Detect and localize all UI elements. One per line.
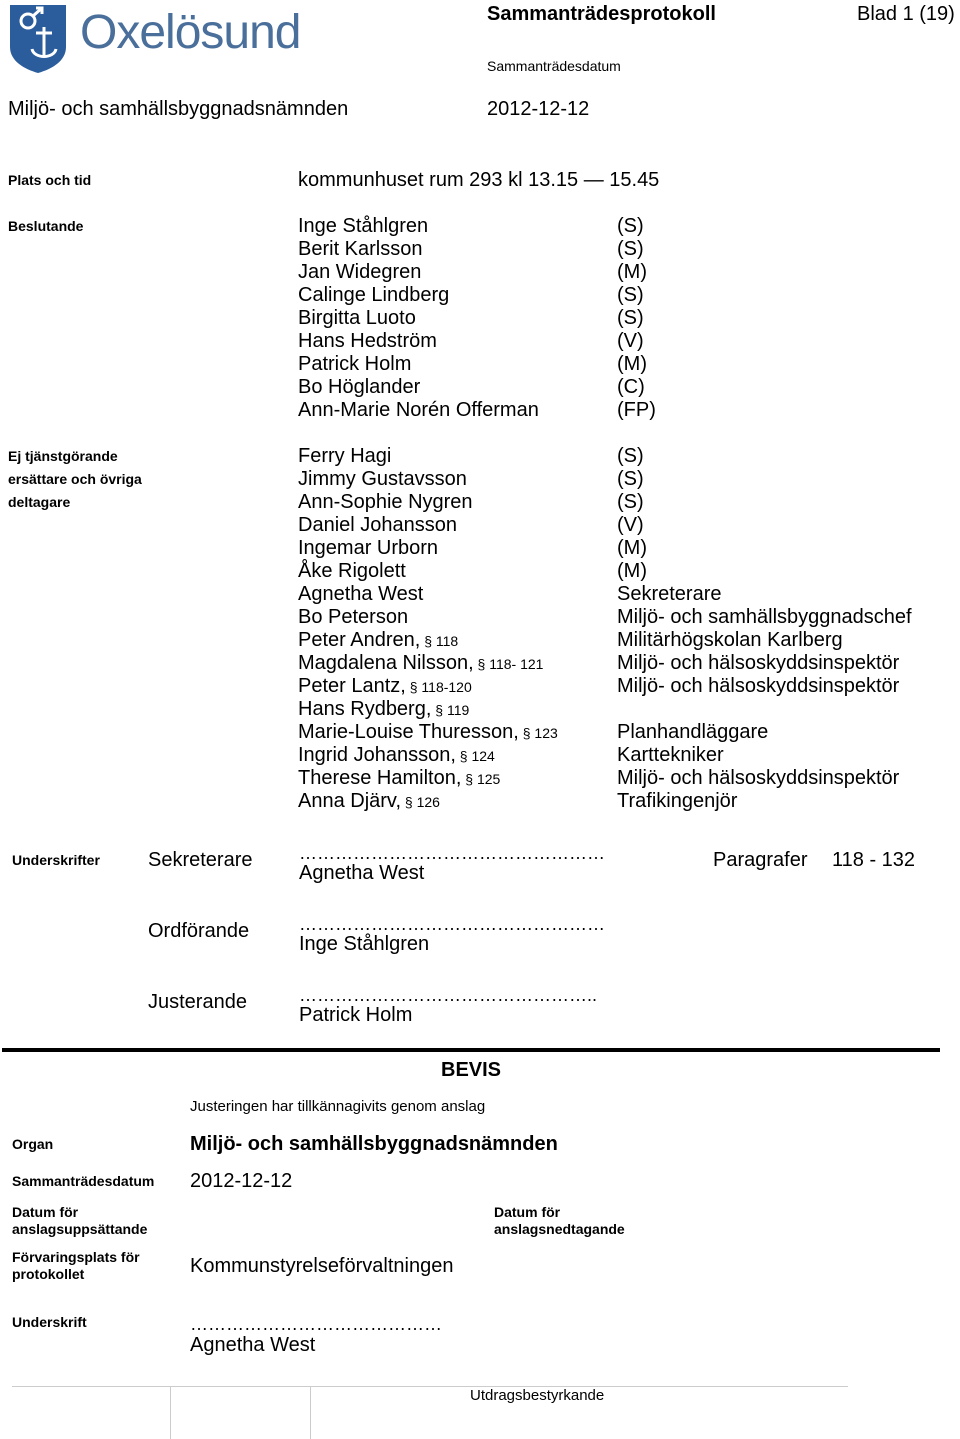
signature-label: Underskrift bbox=[12, 1314, 87, 1330]
member-party: (S) bbox=[617, 238, 644, 260]
participant-role: Planhandläggare bbox=[617, 721, 769, 743]
committee-name: Miljö- och samhällsbyggnadsnämnden bbox=[8, 98, 349, 120]
logo bbox=[8, 3, 328, 75]
adjuster-name: Patrick Holm bbox=[299, 1004, 413, 1026]
others-label-1: Ej tjänstgörande bbox=[8, 448, 118, 464]
participant-role: (M) bbox=[617, 537, 647, 559]
member-name: Inge Ståhlgren bbox=[298, 215, 429, 237]
meeting-date-label: Sammanträdesdatum bbox=[487, 58, 621, 74]
participant-name: Hans Rydberg, bbox=[298, 698, 432, 720]
participant-name: Anna Djärv, bbox=[298, 790, 402, 812]
page-indicator: Blad 1 (19) bbox=[857, 3, 955, 25]
paragraph-ref: § 119 bbox=[431, 702, 470, 718]
secretary-name: Agnetha West bbox=[299, 862, 425, 884]
posting-date-label-1: Datum för bbox=[12, 1204, 79, 1220]
chair-role: Ordförande bbox=[148, 920, 250, 942]
member-name: Jan Widegren bbox=[298, 261, 422, 283]
participant-name: Ingrid Johansson, bbox=[298, 744, 456, 766]
document-title: Sammanträdesprotokoll bbox=[487, 3, 716, 25]
member-party: (S) bbox=[617, 307, 644, 329]
signature-line: …………………………………… bbox=[190, 1314, 442, 1334]
signature-name: Agnetha West bbox=[190, 1334, 316, 1356]
participant-role: (S) bbox=[617, 491, 644, 513]
member-party: (S) bbox=[617, 215, 644, 237]
posting-date-label-2: anslagsuppsättande bbox=[12, 1221, 148, 1237]
place-label: Plats och tid bbox=[8, 172, 92, 188]
paragraph-ref: § 125 bbox=[461, 771, 501, 787]
others-label-3: deltagare bbox=[8, 494, 71, 510]
adjuster-role: Justerande bbox=[148, 991, 247, 1013]
paragraph-ref: § 118 bbox=[420, 633, 459, 649]
member-party: (C) bbox=[617, 376, 645, 398]
meeting-date: 2012-12-12 bbox=[487, 98, 590, 120]
logo-wordmark: Oxelösund bbox=[80, 6, 301, 59]
adjuster-signature-line: ………………………………………….. bbox=[299, 985, 598, 1005]
shield-icon bbox=[8, 3, 68, 75]
paragraph-ref: § 123 bbox=[518, 725, 558, 741]
participant-role: (V) bbox=[617, 514, 644, 536]
paragraph-ref: § 118- 121 bbox=[473, 656, 544, 672]
divider bbox=[2, 1048, 940, 1052]
chair-name: Inge Ståhlgren bbox=[299, 933, 430, 955]
participant-role: Miljö- och hälsoskyddsinspektör bbox=[617, 652, 900, 674]
paragraphs-label: Paragrafer bbox=[713, 849, 808, 871]
member-name: Ann-Marie Norén Offerman bbox=[298, 399, 539, 421]
bevis-date-label: Sammanträdesdatum bbox=[12, 1173, 155, 1189]
storage-label-1: Förvaringsplats för bbox=[12, 1249, 140, 1265]
organ-value: Miljö- och samhällsbyggnadsnämnden bbox=[190, 1133, 558, 1155]
participant-role: (S) bbox=[617, 468, 644, 490]
member-party: (S) bbox=[617, 284, 644, 306]
organ-label: Organ bbox=[12, 1136, 54, 1152]
member-party: (FP) bbox=[617, 399, 656, 421]
bevis-date-value: 2012-12-12 bbox=[190, 1170, 293, 1192]
paragraph-ref: § 124 bbox=[455, 748, 495, 764]
participant-role: (M) bbox=[617, 560, 647, 582]
storage-value: Kommunstyrelseförvaltningen bbox=[190, 1255, 454, 1277]
paragraph-ref: § 118-120 bbox=[405, 679, 472, 695]
participant-name: Magdalena Nilsson, bbox=[298, 652, 474, 674]
participant-name: Åke Rigolett bbox=[298, 560, 406, 582]
member-name: Patrick Holm bbox=[298, 353, 412, 375]
participant-role: Militärhögskolan Karlberg bbox=[617, 629, 843, 651]
participant-name: Ann-Sophie Nygren bbox=[298, 491, 473, 513]
paragraph-ref: § 126 bbox=[401, 794, 440, 810]
bevis-intro: Justeringen har tillkännagivits genom anslag bbox=[190, 1098, 486, 1115]
participant-name: Peter Andren, bbox=[298, 629, 421, 651]
place-value: kommunhuset rum 293 kl 13.15 — 15.45 bbox=[298, 169, 660, 191]
removal-date-label-1: Datum för bbox=[494, 1204, 561, 1220]
participant-name: Daniel Johansson bbox=[298, 514, 457, 536]
participant-name: Agnetha West bbox=[298, 583, 424, 605]
storage-label-2: protokollet bbox=[12, 1266, 85, 1282]
participant-role: Miljö- och hälsoskyddsinspektör bbox=[617, 767, 900, 789]
member-party: (M) bbox=[617, 353, 647, 375]
certification-label: Utdragsbestyrkande bbox=[470, 1387, 605, 1404]
member-party: (M) bbox=[617, 261, 647, 283]
member-name: Birgitta Luoto bbox=[298, 307, 416, 329]
participant-name: Therese Hamilton, bbox=[298, 767, 462, 789]
others-label-2: ersättare och övriga bbox=[8, 471, 142, 487]
participant-name: Peter Lantz, bbox=[298, 675, 406, 697]
chair-signature-line: …………………………………………… bbox=[299, 914, 605, 934]
participant-role: Karttekniker bbox=[617, 744, 724, 766]
participant-role: (S) bbox=[617, 445, 644, 467]
participant-role: Miljö- och hälsoskyddsinspektör bbox=[617, 675, 900, 697]
participant-name: Jimmy Gustavsson bbox=[298, 468, 467, 490]
paragraphs-value: 118 - 132 bbox=[832, 849, 916, 871]
footer-separator bbox=[170, 1386, 171, 1439]
secretary-role: Sekreterare bbox=[148, 849, 253, 871]
decisive-label: Beslutande bbox=[8, 218, 84, 234]
participant-name: Ingemar Urborn bbox=[298, 537, 439, 559]
participant-role: Miljö- och samhällsbyggnadschef bbox=[617, 606, 912, 628]
signatures-label: Underskrifter bbox=[12, 852, 100, 868]
participant-name: Marie-Louise Thuresson, bbox=[298, 721, 519, 743]
participant-role: Trafikingenjör bbox=[617, 790, 738, 812]
participant-name: Bo Peterson bbox=[298, 606, 409, 628]
footer-separator bbox=[310, 1386, 311, 1439]
footer-line bbox=[12, 1386, 848, 1387]
participant-name: Ferry Hagi bbox=[298, 445, 392, 467]
secretary-signature-line: …………………………………………… bbox=[299, 843, 605, 863]
member-party: (V) bbox=[617, 330, 644, 352]
participant-role: Sekreterare bbox=[617, 583, 722, 605]
removal-date-label-2: anslagsnedtagande bbox=[494, 1221, 625, 1237]
member-name: Bo Höglander bbox=[298, 376, 421, 398]
member-name: Berit Karlsson bbox=[298, 238, 423, 260]
member-name: Hans Hedström bbox=[298, 330, 437, 352]
member-name: Calinge Lindberg bbox=[298, 284, 450, 306]
bevis-title: BEVIS bbox=[441, 1059, 502, 1081]
